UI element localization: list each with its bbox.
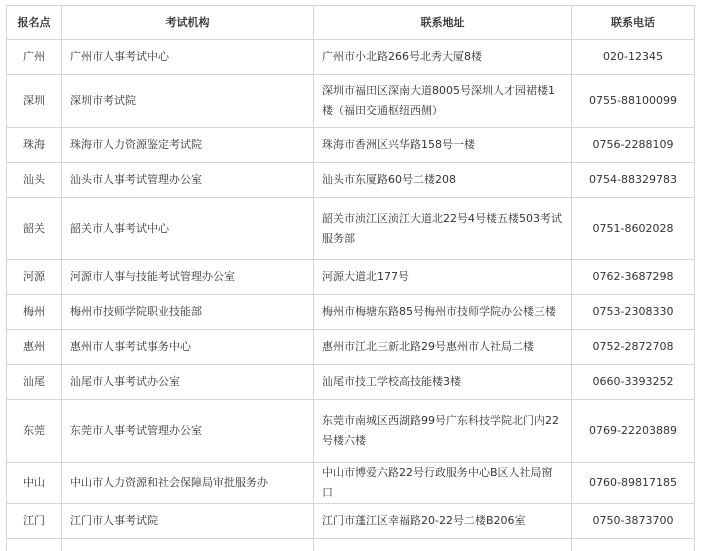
institution-cell: 惠州市人事考试事务中心 — [62, 330, 314, 365]
institution-cell: 江门市人事考试院 — [62, 504, 314, 539]
city-cell: 江门 — [7, 504, 62, 539]
phone-cell: 020-12345 — [572, 40, 695, 75]
phone-cell: 0752-2872708 — [572, 330, 695, 365]
institution-cell: 广州市人事考试中心 — [62, 40, 314, 75]
city-cell: 珠海 — [7, 128, 62, 163]
table-row — [7, 504, 695, 539]
city-cell: 汕头 — [7, 163, 62, 198]
table-row — [7, 40, 695, 75]
institution-cell: 东莞市人事考试管理办公室 — [62, 400, 314, 463]
phone-cell: 0754-88329783 — [572, 163, 695, 198]
city-cell: 广州 — [7, 40, 62, 75]
address-cell: 东莞市南城区西湖路99号广东科技学院北门内22号楼六楼 — [314, 400, 572, 463]
address-cell: 梅州市梅塘东路85号梅州市技师学院办公楼三楼 — [314, 295, 572, 330]
phone-cell: 0760-89817185 — [572, 463, 695, 504]
city-cell: 汕尾 — [7, 365, 62, 400]
table-row — [7, 463, 695, 504]
address-cell: 中山市博爱六路22号行政服务中心B区人社局窗口 — [314, 463, 572, 504]
table-header-row — [7, 6, 695, 40]
header-institution: 考试机构 — [62, 6, 314, 40]
institution-cell: 中山市人力资源和社会保障局审批服务办 — [62, 463, 314, 504]
city-cell: 河源 — [7, 260, 62, 295]
phone-cell: 0762-3687298 — [572, 260, 695, 295]
address-cell: 河源大道北177号 — [314, 260, 572, 295]
phone-cell: 0755-88100099 — [572, 75, 695, 128]
table-row — [7, 128, 695, 163]
phone-cell: 0660-3393252 — [572, 365, 695, 400]
phone-cell: 0753-2308330 — [572, 295, 695, 330]
city-cell: 中山 — [7, 463, 62, 504]
table-row — [7, 330, 695, 365]
phone-cell: 0751-8602028 — [572, 198, 695, 260]
phone-cell: 0769-22203889 — [572, 400, 695, 463]
institution-cell: 梅州市技师学院职业技能部 — [62, 295, 314, 330]
city-cell: 韶关 — [7, 198, 62, 260]
table-row — [7, 198, 695, 260]
address-cell: 惠州市江北三新北路29号惠州市人社局二楼 — [314, 330, 572, 365]
table-row — [7, 163, 695, 198]
city-cell: 惠州 — [7, 330, 62, 365]
header-city: 报名点 — [7, 6, 62, 40]
table-row — [7, 539, 695, 551]
city-cell: 东莞 — [7, 400, 62, 463]
address-cell: 深圳市福田区深南大道8005号深圳人才园裙楼1楼（福田交通枢纽西侧） — [314, 75, 572, 128]
institution-cell: 珠海市人力资源鉴定考试院 — [62, 128, 314, 163]
table-row — [7, 365, 695, 400]
institution-cell: 河源市人事与技能考试管理办公室 — [62, 260, 314, 295]
table-row — [7, 295, 695, 330]
address-cell: 韶关市浈江区浈江大道北22号4号楼五楼503考试服务部 — [314, 198, 572, 260]
institution-cell: 韶关市人事考试中心 — [62, 198, 314, 260]
city-cell — [7, 539, 62, 551]
table-row — [7, 75, 695, 128]
table-row — [7, 400, 695, 463]
phone-cell — [572, 539, 695, 551]
address-cell: 江门市蓬江区幸福路20-22号二楼B206室 — [314, 504, 572, 539]
address-cell: 珠海市香洲区兴华路158号一楼 — [314, 128, 572, 163]
header-phone: 联系电话 — [572, 6, 695, 40]
header-address: 联系地址 — [314, 6, 572, 40]
address-cell: 汕头市东厦路60号二楼208 — [314, 163, 572, 198]
phone-cell: 0756-2288109 — [572, 128, 695, 163]
address-cell — [314, 539, 572, 551]
address-cell: 广州市小北路266号北秀大厦8楼 — [314, 40, 572, 75]
city-cell: 深圳 — [7, 75, 62, 128]
institution-cell: 深圳市考试院 — [62, 75, 314, 128]
exam-centers-table — [6, 5, 695, 551]
table-row — [7, 260, 695, 295]
institution-cell — [62, 539, 314, 551]
city-cell: 梅州 — [7, 295, 62, 330]
phone-cell: 0750-3873700 — [572, 504, 695, 539]
address-cell: 汕尾市技工学校高技能楼3楼 — [314, 365, 572, 400]
institution-cell: 汕头市人事考试管理办公室 — [62, 163, 314, 198]
institution-cell: 汕尾市人事考试办公室 — [62, 365, 314, 400]
